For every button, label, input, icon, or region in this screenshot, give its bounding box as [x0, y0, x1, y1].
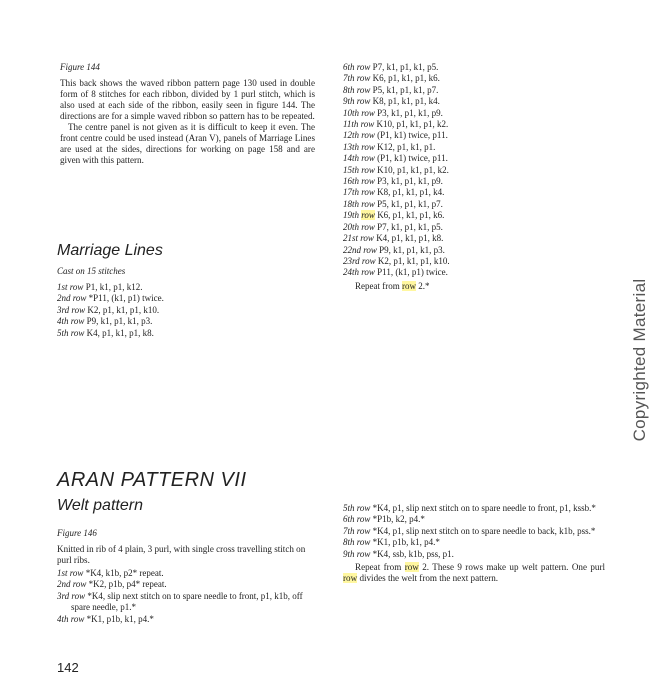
search-highlight: row [361, 210, 375, 221]
row-instruction: 8th row *K1, p1b, k1, p4.* [343, 537, 440, 548]
row-instruction: 8th row P5, k1, p1, k1, p7. [343, 84, 439, 95]
row-instruction: 3rd row K2, p1, k1, p1, k10. [57, 304, 160, 315]
row-instruction: 2nd row *P11, (k1, p1) twice. [57, 293, 164, 304]
row-instruction: 15th row K10, p1, k1, p1, k2. [343, 164, 449, 175]
row-instruction: 10th row P3, k1, p1, k1, p9. [343, 107, 443, 118]
row-instruction: 1st row P1, k1, p1, k12. [57, 282, 143, 292]
repeat-instruction: Repeat from row 2.* [355, 280, 430, 291]
row-instruction: 1st row *K4, k1b, p2* repeat. [57, 568, 164, 578]
row-instruction: 18th row P5, k1, p1, k1, p7. [343, 198, 443, 209]
search-highlight: row [401, 280, 416, 291]
row-instruction: 3rd row *K4, slip next stitch on to spare needle to front, p1, k1b, off spare needle, p1.* [57, 590, 303, 613]
marriage-lines-heading: Marriage Lines [57, 242, 163, 259]
aran-pattern-title: ARAN PATTERN VII [57, 469, 247, 491]
row-instruction: 9th row K8, p1, k1, p1, k4. [343, 96, 440, 107]
row-instruction: 4th row P9, k1, p1, k1, p3. [57, 316, 153, 327]
row-instruction: 13th row K12, p1, k1, p1. [343, 141, 436, 152]
row-instruction: 9th row *K4, ssb, k1b, pss, p1. [343, 548, 454, 559]
row-instruction: 5th row *K4, p1, slip next stitch on to spare needle to front, p1, kssb.* [343, 503, 596, 513]
repeat-paragraph: Repeat from row 2. These 9 rows make up welt pattern. One purl row divides the welt from the next pattern. [343, 562, 606, 584]
search-highlight: row [343, 573, 358, 584]
marriage-lines-rows-continued [343, 62, 450, 292]
row-instruction: 2nd row *K2, p1b, p4* repeat. [57, 579, 167, 590]
welt-pattern-subtitle: Welt pattern [57, 497, 143, 514]
row-instruction: 7th row K6, p1, k1, p1, k6. [343, 73, 440, 84]
figure-146-caption: Figure 146 [57, 528, 97, 538]
paragraph: This back shows the waved ribbon pattern page 130 used in double form of 8 stitches for each ribbon, divided by 1 purl stitch, which is also used at each side of the ribbon, easily seen in figure 144. The directions are for a simple waved ribbon so pattern has to be repeated. [60, 78, 315, 121]
copyright-watermark: Copyrighted Material [630, 278, 649, 442]
row-instruction: 21st row K4, p1, k1, p1, k8. [343, 233, 444, 244]
welt-rows [57, 568, 315, 625]
row-instruction: 17th row K8, p1, k1, p1, k4. [343, 187, 445, 198]
row-instruction: 24th row P11, (k1, p1) twice. [343, 267, 448, 278]
welt-rows-continued [343, 503, 605, 584]
row-instruction: 4th row *K1, p1b, k1, p4.* [57, 613, 154, 624]
figure-144-description [60, 78, 315, 166]
marriage-lines-rows [57, 282, 164, 339]
row-instruction: 22nd row P9, k1, p1, k1, p3. [343, 244, 445, 255]
row-instruction: 6th row *P1b, k2, p4.* [343, 514, 425, 525]
paragraph: The centre panel is not given as it is difficult to keep it even. The front centre could be used instead (Aran V), panels of Marriage Lines are used at the sides, directions for working on page 158 and are given with this pattern. [60, 122, 315, 165]
figure-144-caption: Figure 144 [60, 62, 100, 72]
row-instruction: 14th row (P1, k1) twice, p11. [343, 153, 448, 164]
row-instruction: 11th row K10, p1, k1, p1, k2. [343, 119, 449, 130]
row-instruction-highlighted: 19th row K6, p1, k1, p1, k6. [343, 210, 445, 221]
row-instruction: 20th row P7, k1, p1, k1, p5. [343, 221, 443, 232]
row-instruction: 7th row *K4, p1, slip next stitch on to spare needle to back, k1b, pss.* [343, 525, 596, 536]
row-instruction: 5th row K4, p1, k1, p1, k8. [57, 327, 154, 338]
cast-on-note: Cast on 15 stitches [57, 266, 126, 276]
row-instruction: 16th row P3, k1, p1, k1, p9. [343, 176, 443, 187]
welt-intro: Knitted in rib of 4 plain, 3 purl, with single cross travelling stitch on purl ribs. [57, 544, 306, 565]
search-highlight: row [404, 562, 419, 573]
page-number: 142 [57, 660, 79, 675]
row-instruction: 23rd row K2, p1, k1, p1, k10. [343, 255, 450, 266]
row-instruction: 6th row P7, k1, p1, k1, p5. [343, 62, 439, 72]
row-instruction: 12th row (P1, k1) twice, p11. [343, 130, 448, 141]
